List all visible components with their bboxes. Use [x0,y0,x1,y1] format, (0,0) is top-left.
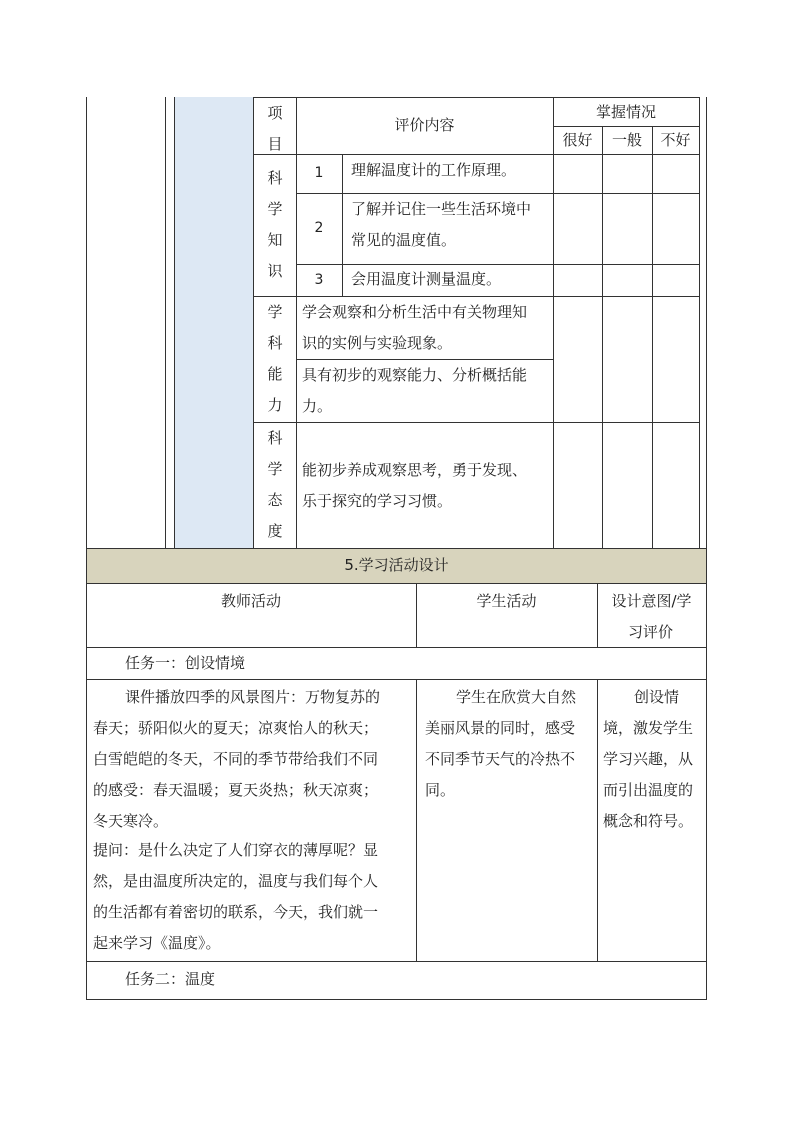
category-attitude: 科 学 态 度 [267,429,283,540]
border-line [416,679,417,961]
header-mastery-label: 掌握情况 [595,103,656,121]
border-line [342,154,343,296]
attitude-item-text: 乐于探究的学习习惯。 [302,492,453,510]
row-number: 2 [314,220,324,236]
ability-item-text: 具有初步的观察能力、分析概括能 [302,366,528,384]
border-line [86,999,707,1000]
border-line [706,548,707,999]
border-line [253,422,699,423]
header-item-label: 项 目 [267,104,283,153]
attitude-item-text: 能初步养成观察思考，勇于发现、 [302,461,528,479]
row-number: 1 [314,165,324,181]
knowledge-item-text: 会用温度计测量温度。 [351,270,502,288]
border-line [553,97,554,548]
border-line [86,548,707,549]
blue-column [174,97,253,548]
border-line [602,126,603,548]
border-line [253,97,254,548]
border-line [86,679,707,680]
border-line [86,97,87,548]
ability-item-text: 学会观察和分析生活中有关物理知 [302,303,528,321]
border-line [706,97,707,548]
ability-item-text: 识的实例与实验现象。 [302,334,453,352]
border-line [597,679,598,961]
task-title: 任务一：创设情境 [125,654,246,672]
ability-item-text: 力。 [302,397,333,415]
category-knowledge: 科 学 知 识 [267,169,283,280]
column-design-intent: 设计意图/学 [611,592,692,610]
header-content-label: 评价内容 [394,116,455,134]
level-very-good: 很好 [562,131,593,149]
border-line [86,583,707,584]
category-ability: 学 科 能 力 [267,303,283,414]
border-line [86,961,707,962]
task-title: 任务二：温度 [125,970,216,988]
column-student-activity: 学生活动 [476,592,537,610]
section-title: 5.学习活动设计 [344,556,449,574]
row-number: 3 [314,272,324,288]
knowledge-item-text: 常见的温度值。 [351,231,457,249]
knowledge-item-text: 了解并记住一些生活环境中 [351,200,532,218]
level-poor: 不好 [660,131,691,149]
column-teacher-activity: 教师活动 [220,592,281,610]
border-line [652,126,653,548]
border-line [699,97,700,548]
border-line [174,97,175,548]
column-design-intent: 习评价 [628,623,674,641]
border-line [165,97,166,548]
level-average: 一般 [611,131,642,149]
knowledge-item-text: 理解温度计的工作原理。 [351,161,517,179]
